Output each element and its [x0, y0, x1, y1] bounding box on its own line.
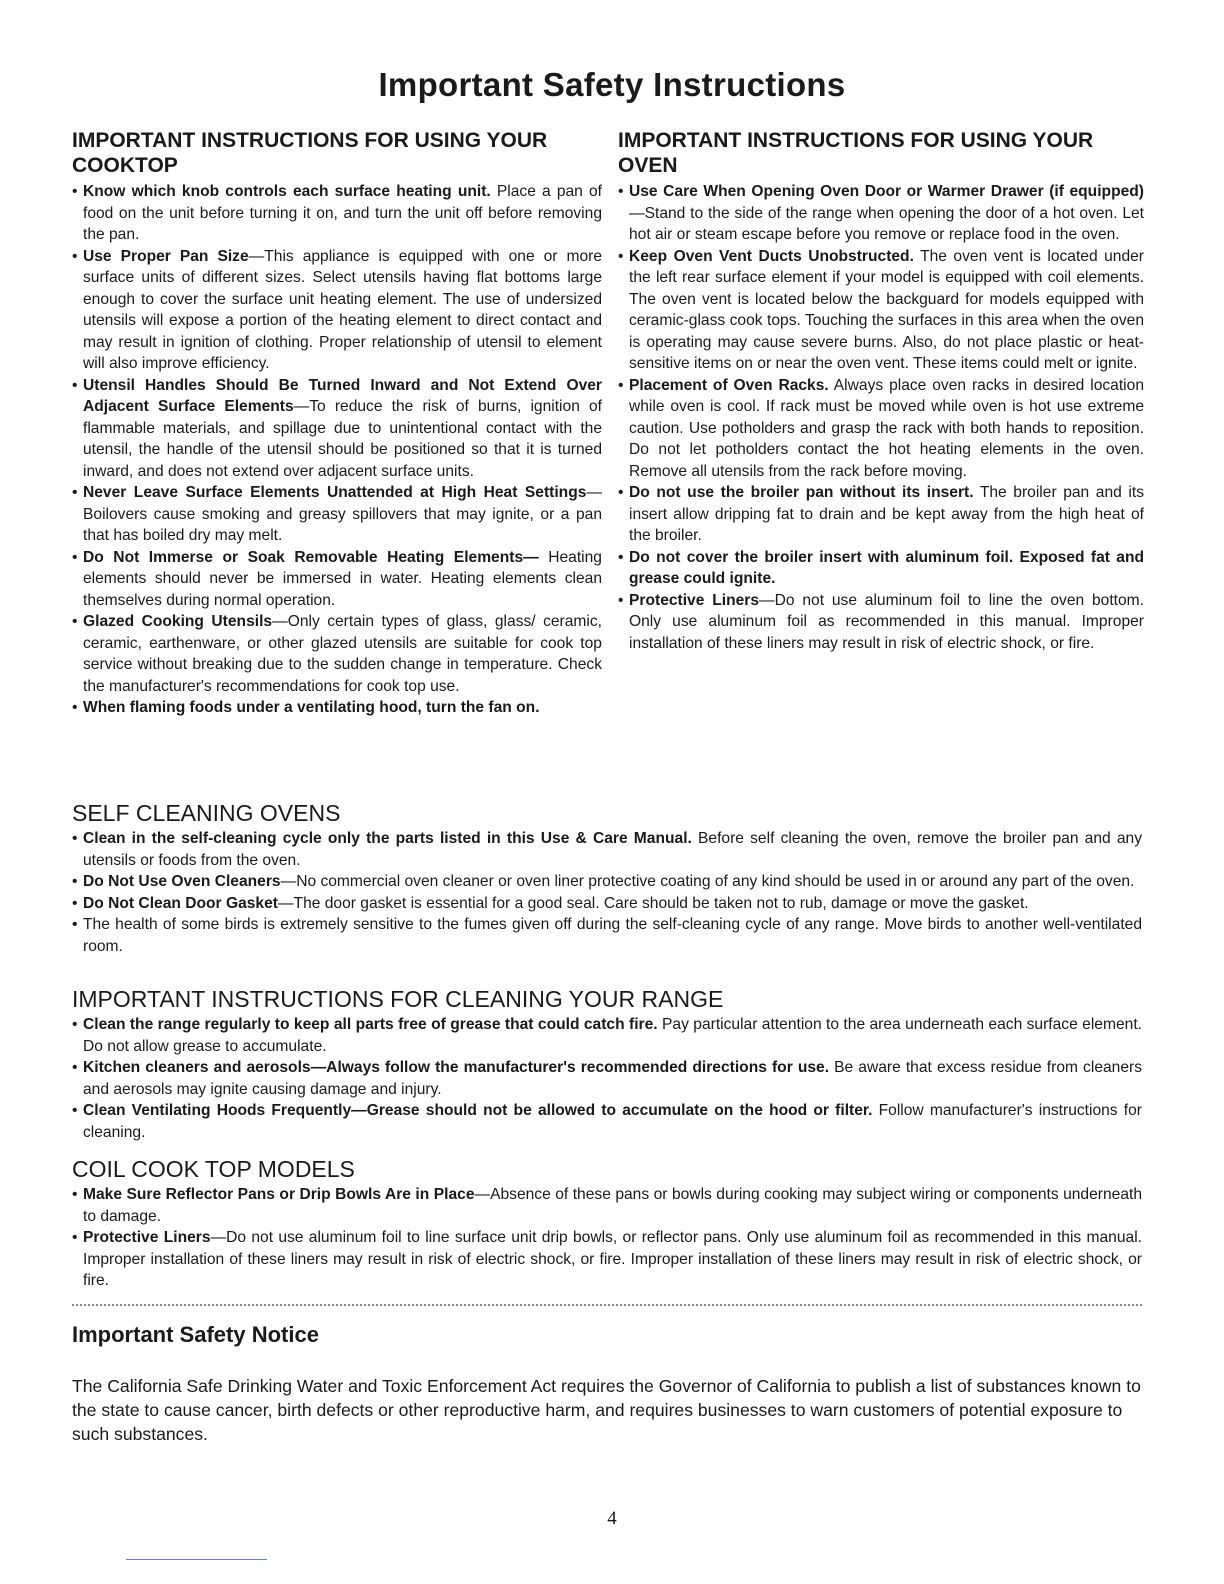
item-text: —Absence of these pans or bowls during cooking may subject wiring or components underneath to damage.: [83, 1186, 1142, 1225]
item-lead: Protective Liners: [629, 591, 760, 609]
item-text: —Do not use aluminum foil to line surface unit drip bowls, or reflector pans. Only use aluminum foil as recommended in this manual. Improper installation of these liners may result in risk of electric shock, or fire. Improper installation of these liners may result in risk of electric shock, or fire.: [83, 1229, 1142, 1289]
item-lead: Know which knob controls each surface heating unit.: [83, 183, 491, 200]
cleaning-range-list: [72, 1014, 1142, 1143]
list-item: [72, 611, 602, 697]
list-item: [72, 914, 1142, 957]
list-item: [618, 246, 1144, 375]
item-lead: Do Not Clean Door Gasket: [83, 894, 278, 912]
coil-cooktop-heading: COIL COOK TOP MODELS: [72, 1156, 355, 1182]
item-lead: Never Leave Surface Elements Unattended at High Heat Settings: [83, 484, 587, 501]
list-item: [72, 697, 602, 719]
list-item: [72, 375, 602, 483]
page-number: 4: [607, 1508, 617, 1529]
list-item: [72, 482, 602, 547]
list-item: [72, 1100, 1142, 1143]
dotted-divider: [72, 1304, 1142, 1306]
item-lead: When flaming foods under a ventilating hood, turn the fan on.: [83, 699, 540, 716]
cleaning-range-section: [72, 986, 1142, 1143]
item-text: —Only certain types of glass, glass/ ceramic, ceramic, earthenware, or other glazed utensils are suitable for cook top service without breaking due to the sudden change in temperature. Check the manufacturer's recommendations for cook top use.: [83, 613, 603, 695]
item-text: Be aware that excess residue from cleaners and aerosols may ignite causing damage and injury.: [83, 1059, 1142, 1098]
list-item: [72, 246, 602, 375]
item-text: Follow manufacturer's instructions for cleaning.: [83, 1102, 1142, 1141]
item-text: —Stand to the side of the range when opening the door of a hot oven. Let hot air or steam escape before you remove or replace food in the oven.: [629, 204, 1144, 243]
notice-heading: Important Safety Notice: [72, 1322, 319, 1347]
oven-section: [618, 128, 1144, 654]
item-lead: Do not cover the broiler insert with aluminum foil. Exposed fat and grease could ignite.: [629, 548, 1144, 587]
list-item: [618, 547, 1144, 590]
item-lead: Do Not Use Oven Cleaners: [83, 873, 281, 890]
oven-heading: IMPORTANT INSTRUCTIONS FOR USING YOUR OVEN: [618, 129, 1094, 177]
list-item: [72, 871, 1142, 893]
item-text: The oven vent is located under the left rear surface element if your model is equipped with coil elements. The oven vent is located below the backguard for models equipped with ceramic-glass cook tops. Touching the surfaces in this area when the oven is operating may cause severe burns. Also, do not place plastic or heat-sensitive items on or near the oven vent. These items could melt or ignite.: [629, 247, 1144, 372]
item-lead: Do Not Immerse or Soak Removable Heating Elements—: [83, 548, 539, 566]
item-lead: Protective Liners: [83, 1229, 211, 1246]
list-item: [72, 181, 602, 246]
item-text: —To reduce the risk of burns, ignition of flammable materials, and spillage due to unintentional contact with the utensil, the handle of the utensil should be positioned so that it is turned inward, and does not extend over adjacent surface units.: [83, 398, 602, 480]
item-text: Always place oven racks in desired location while oven is cool. If rack must be moved while oven is hot use extreme caution. Use potholders and grasp the rack with both hands to reposition. Do not let potholders contact the hot heating elements in the oven. Remove all utensils from the rack before moving.: [629, 376, 1144, 480]
cleaning-range-heading: IMPORTANT INSTRUCTIONS FOR CLEANING YOUR RANGE: [72, 986, 724, 1012]
list-item: [618, 590, 1144, 655]
item-text: —No commercial oven cleaner or oven liner protective coating of any kind should be used in or around any part of the oven.: [280, 873, 1135, 890]
list-item: [72, 1014, 1142, 1057]
item-text: —This appliance is equipped with one or more surface units of different sizes. Select utensils having flat bottoms large enough to cover the surface unit heating element. The use of undersized utensils will expose a portion of the heating element to direct contact and may result in ignition of clothing. Proper relationship of utensil to element will also improve efficiency.: [83, 247, 602, 372]
item-text: The health of some birds is extremely sensitive to the fumes given off during the self-cleaning cycle of any range. Move birds to another well-ventilated room.: [83, 916, 1142, 955]
list-item: [618, 181, 1144, 246]
list-item: [618, 375, 1144, 483]
item-lead: Placement of Oven Racks.: [629, 376, 829, 394]
cooktop-list: [72, 181, 602, 719]
item-lead: Kitchen cleaners and aerosols—Always follow the manufacturer's recommended directions for use.: [83, 1059, 830, 1076]
item-lead: Make Sure Reflector Pans or Drip Bowls Are in Place: [83, 1186, 475, 1203]
self-cleaning-heading: SELF CLEANING OVENS: [72, 800, 341, 826]
list-item: [72, 1227, 1142, 1292]
self-cleaning-list: [72, 828, 1142, 957]
item-text: The broiler pan and its insert allow dripping fat to drain and be kept away from the high heat of the broiler.: [629, 484, 1144, 544]
coil-cooktop-section: [72, 1156, 1142, 1292]
coil-cooktop-list: [72, 1184, 1142, 1292]
item-lead: Do not use the broiler pan without its insert.: [629, 484, 974, 501]
item-lead: Use Care When Opening Oven Door or Warmer Drawer (if equipped): [629, 183, 1144, 200]
list-item: [72, 547, 602, 612]
list-item: [72, 893, 1142, 915]
item-lead: Use Proper Pan Size: [83, 247, 249, 265]
item-text: Pay particular attention to the area underneath each surface element. Do not allow grease to accumulate.: [83, 1016, 1142, 1055]
item-lead: Clean the range regularly to keep all parts free of grease that could catch fire.: [83, 1016, 658, 1033]
list-item: [72, 828, 1142, 871]
page-title: Important Safety Instructions: [378, 66, 846, 103]
item-lead: Keep Oven Vent Ducts Unobstructed.: [629, 247, 914, 265]
item-text: Place a pan of food on the unit before turning it on, and turn the unit off before removing the pan.: [83, 183, 602, 243]
item-lead: Glazed Cooking Utensils: [83, 613, 273, 630]
list-item: [72, 1057, 1142, 1100]
list-item: [72, 1184, 1142, 1227]
item-text: —Boilovers cause smoking and greasy spillovers that may ignite, or a pan that has boiled dry may melt.: [83, 484, 602, 544]
oven-list: [618, 181, 1144, 654]
self-cleaning-section: [72, 800, 1142, 957]
item-lead: Clean Ventilating Hoods Frequently—Grease should not be allowed to accumulate on the hood or filter.: [83, 1102, 873, 1119]
cooktop-heading: IMPORTANT INSTRUCTIONS FOR USING YOUR COOKTOP: [72, 129, 548, 177]
footer-rule: [126, 1559, 267, 1560]
item-text: —Do not use aluminum foil to line the oven bottom. Only use aluminum foil as recommended in this manual. Improper installation of these liners may result in risk of electric shock, or fire.: [629, 591, 1144, 652]
item-text: Heating elements should never be immersed in water. Heating elements clean themselves during normal operation.: [83, 548, 602, 609]
item-lead: Utensil Handles Should Be Turned Inward and Not Extend Over Adjacent Surface Elements: [83, 376, 602, 415]
item-lead: Clean in the self-cleaning cycle only the parts listed in this Use & Care Manual.: [83, 830, 692, 847]
list-item: [618, 482, 1144, 547]
notice-text: The California Safe Drinking Water and Toxic Enforcement Act requires the Governor of California to publish a list of substances known to the state to cause cancer, birth defects or other reproductive harm, and requires businesses to warn customers of potential exposure to such substances.: [72, 1376, 1141, 1444]
cooktop-section: [72, 128, 602, 719]
item-text: Before self cleaning the oven, remove the broiler pan and any utensils or foods from the oven.: [83, 830, 1142, 869]
item-text: —The door gasket is essential for a good seal. Care should be taken not to rub, damage or move the gasket.: [277, 894, 1029, 912]
